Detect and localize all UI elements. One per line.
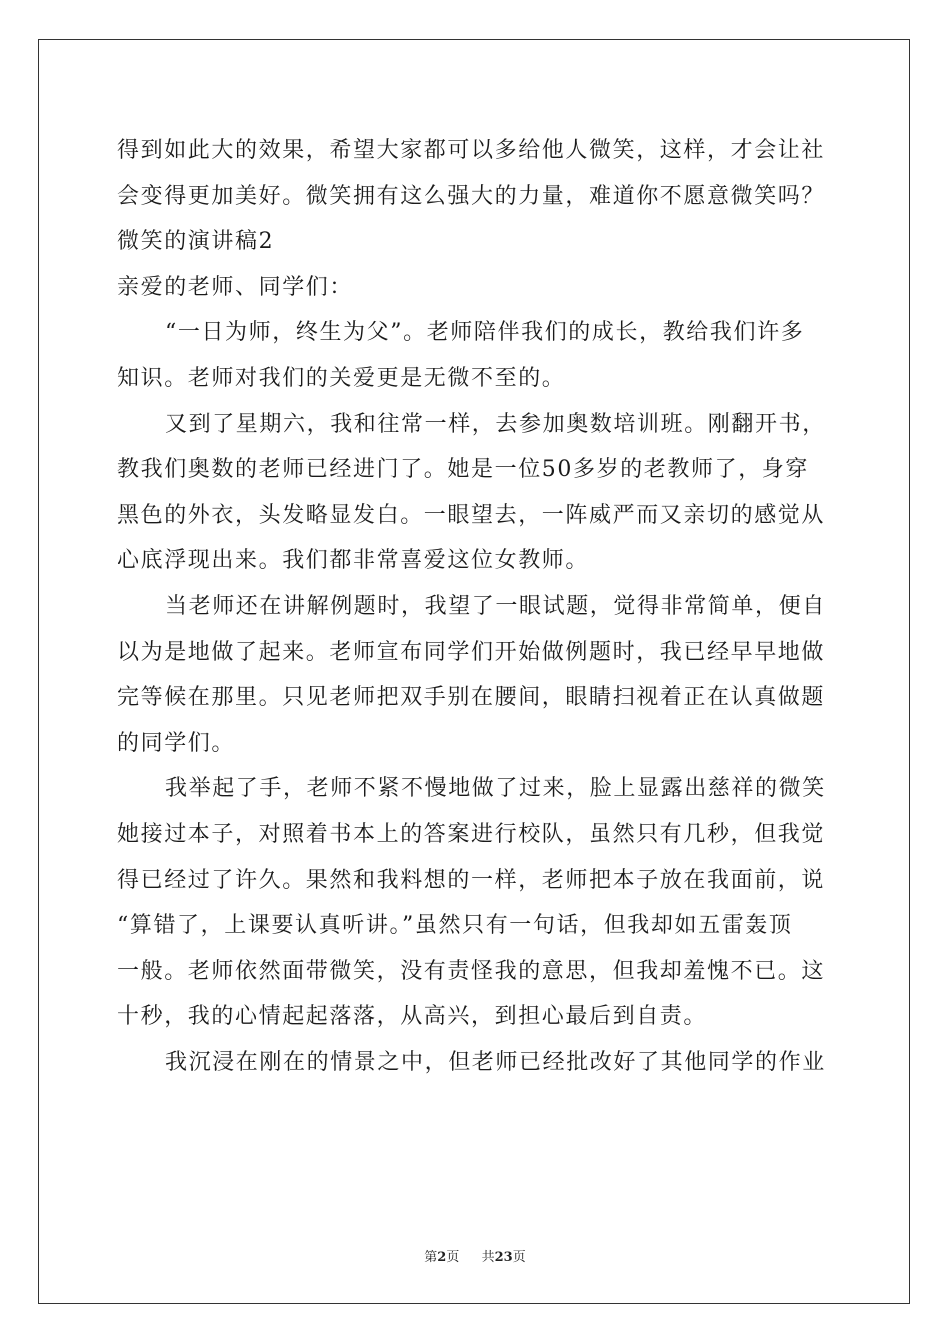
text-line: 黑色的外衣，头发略显发白。一眼望去，一阵威严而又亲切的感觉从 (117, 502, 826, 528)
text-line: 以为是地做了起来。老师宣布同学们开始做例题时，我已经早早地做 (117, 639, 826, 665)
paragraph-start-line: 我沉浸在刚在的情景之中，但老师已经批改好了其他同学的作业 (165, 1049, 826, 1075)
paragraph-start-line: 当老师还在讲解例题时，我望了一眼试题，觉得非常简单，便自 (165, 593, 826, 619)
page-unit: 页 (446, 1250, 460, 1265)
page-number (424, 1246, 459, 1265)
salutation: 亲爱的老师、同学们： (117, 274, 354, 300)
text-line: 的同学们。 (117, 730, 236, 756)
page-total (482, 1246, 526, 1265)
total-unit: 页 (512, 1250, 526, 1265)
text-line: 心底浮现出来。我们都非常喜爱这位女教师。 (117, 548, 590, 574)
current-page-number: 2 (437, 1250, 447, 1265)
document-body (117, 128, 837, 1085)
text-line: 她接过本子，对照着书本上的答案进行校队，虽然只有几秒，但我觉 (117, 821, 826, 847)
text-line: 教我们奥数的老师已经进门了。她是一位50多岁的老教师了，身穿 (117, 457, 809, 483)
paragraph-start-line: 我举起了手，老师不紧不慢地做了过来，脸上显露出慈祥的微笑 (165, 776, 826, 802)
text-line: “算错了，上课要认真听讲。”虽然只有一句话，但我却如五雷轰顶 (117, 913, 793, 939)
text-line: 一般。老师依然面带微笑，没有责怪我的意思，但我却羞愧不已。这 (117, 958, 826, 984)
total-prefix: 共 (481, 1250, 495, 1265)
section-heading: 微笑的演讲稿2 (117, 229, 275, 255)
page-footer (0, 1246, 950, 1265)
text-line: 完等候在那里。只见老师把双手别在腰间，眼睛扫视着正在认真做题 (117, 685, 826, 711)
total-page-count: 23 (494, 1250, 513, 1265)
text-line: 得到如此大的效果，希望大家都可以多给他人微笑，这样，才会让社 (117, 138, 826, 163)
text-line: 得已经过了许久。果然和我料想的一样，老师把本子放在我面前，说 (117, 867, 826, 893)
text-line: 会变得更加美好。微笑拥有这么强大的力量，难道你不愿意微笑吗？ (117, 183, 826, 209)
paragraph-start-line: “一日为师，终生为父”。老师陪伴我们的成长，教给我们许多 (165, 320, 805, 346)
text-line: 十秒，我的心情起起落落，从高兴，到担心最后到自责。 (117, 1004, 708, 1030)
text-line: 知识。老师对我们的关爱更是无微不至的。 (117, 365, 566, 391)
page-prefix: 第 (424, 1250, 438, 1265)
paragraph-start-line: 又到了星期六，我和往常一样，去参加奥数培训班。刚翻开书， (165, 411, 826, 437)
